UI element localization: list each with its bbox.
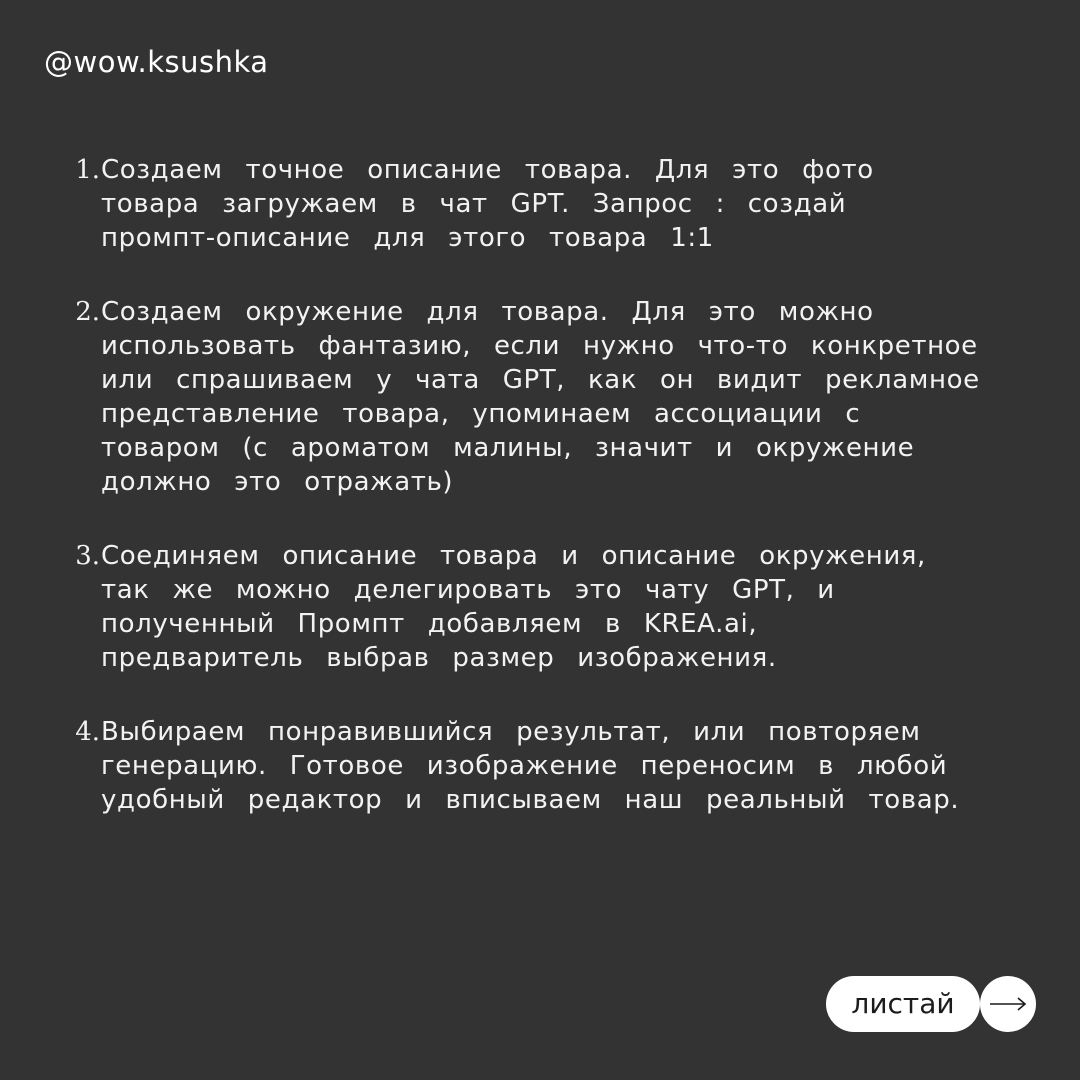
- swipe-arrow-button[interactable]: [980, 976, 1036, 1032]
- step-line: товара загружаем в чат GPT. Запрос : создай: [101, 189, 847, 219]
- step-line: Соединяем описание товара и описание окружения,: [101, 541, 926, 571]
- step-line: генерацию. Готовое изображение переносим в любой: [101, 751, 948, 781]
- swipe-button[interactable]: [826, 976, 1038, 1034]
- step-line: Выбираем понравившийся результат, или повторяем: [101, 717, 921, 747]
- step-number: 1.: [75, 155, 100, 185]
- step-line: так же можно делегировать это чату GPT, и: [101, 575, 835, 605]
- step-line: должно это отражать): [101, 467, 454, 497]
- step-line: представление товара, упоминаем ассоциации с: [101, 399, 861, 429]
- step-line: или спрашиваем у чата GPT, как он видит рекламное: [101, 365, 980, 395]
- step-line: Создаем окружение для товара. Для это можно: [101, 297, 874, 327]
- arrow-right-icon: [988, 994, 1028, 1014]
- step-line: Создаем точное описание товара. Для это фото: [101, 155, 874, 185]
- swipe-label[interactable]: листай: [826, 976, 980, 1032]
- step-line: промпт-описание для этого товара 1:1: [101, 223, 714, 253]
- step-number: 3.: [75, 541, 100, 571]
- step-line: использовать фантазию, если нужно что-то конкретное: [101, 331, 978, 361]
- step-line: товаром (с ароматом малины, значит и окружение: [101, 433, 915, 463]
- step-line: полученный Промпт добавляем в KREA.ai,: [101, 609, 758, 639]
- step-line: предваритель выбрав размер изображения.: [101, 643, 777, 673]
- author-handle: @wow.ksushka: [44, 45, 269, 79]
- step-line: удобный редактор и вписываем наш реальный товар.: [101, 785, 960, 815]
- step-number: 4.: [75, 717, 100, 747]
- step-number: 2.: [75, 297, 100, 327]
